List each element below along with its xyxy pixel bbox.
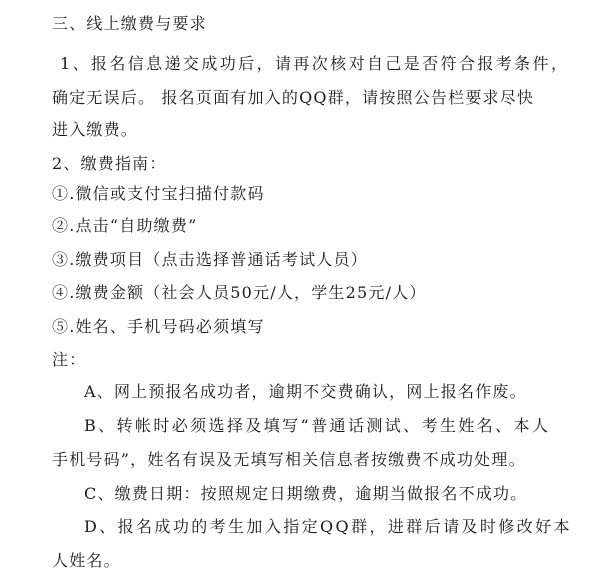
note-b-line-1: B、转帐时必须选择及填写“普通话测试、考生姓名、本人 xyxy=(84,416,551,435)
section-heading: 三、线上缴费与要求 xyxy=(52,14,207,33)
paragraph-1-line-2: 确定无误后。 报名页面有加入的QQ群，请按照公告栏要求尽快 xyxy=(52,88,535,107)
note-label: 注： xyxy=(52,350,87,369)
note-d-line-1: D、报名成功的考生加入指定QQ群，进群后请及时修改好本 xyxy=(84,517,572,536)
note-d-line-2: 人姓名。 xyxy=(52,551,121,570)
note-c: C、缴费日期：按照规定日期缴费，逾期当做报名不成功。 xyxy=(84,484,528,503)
paragraph-1-line-1: 1、报名信息递交成功后，请再次核对自己是否符合报考条件， xyxy=(60,54,570,73)
note-b-line-2: 手机号码”，姓名有误及无填写相关信息者按缴费不成功处理。 xyxy=(52,450,526,469)
step-5: ⑤.姓名、手机号码必须填写 xyxy=(52,317,265,336)
note-a: A、网上预报名成功者，逾期不交费确认，网上报名作废。 xyxy=(84,382,527,401)
step-4: ④.缴费金额（社会人员50元/人，学生25元/人） xyxy=(52,283,427,302)
paragraph-1-line-3: 进入缴费。 xyxy=(52,120,139,139)
step-1: ①.微信或支付宝扫描付款码 xyxy=(52,184,265,203)
guide-heading: 2、缴费指南： xyxy=(52,154,167,173)
step-2: ②.点击“自助缴费” xyxy=(52,216,198,235)
step-3: ③.缴费项目（点击选择普通话考试人员） xyxy=(52,250,368,269)
